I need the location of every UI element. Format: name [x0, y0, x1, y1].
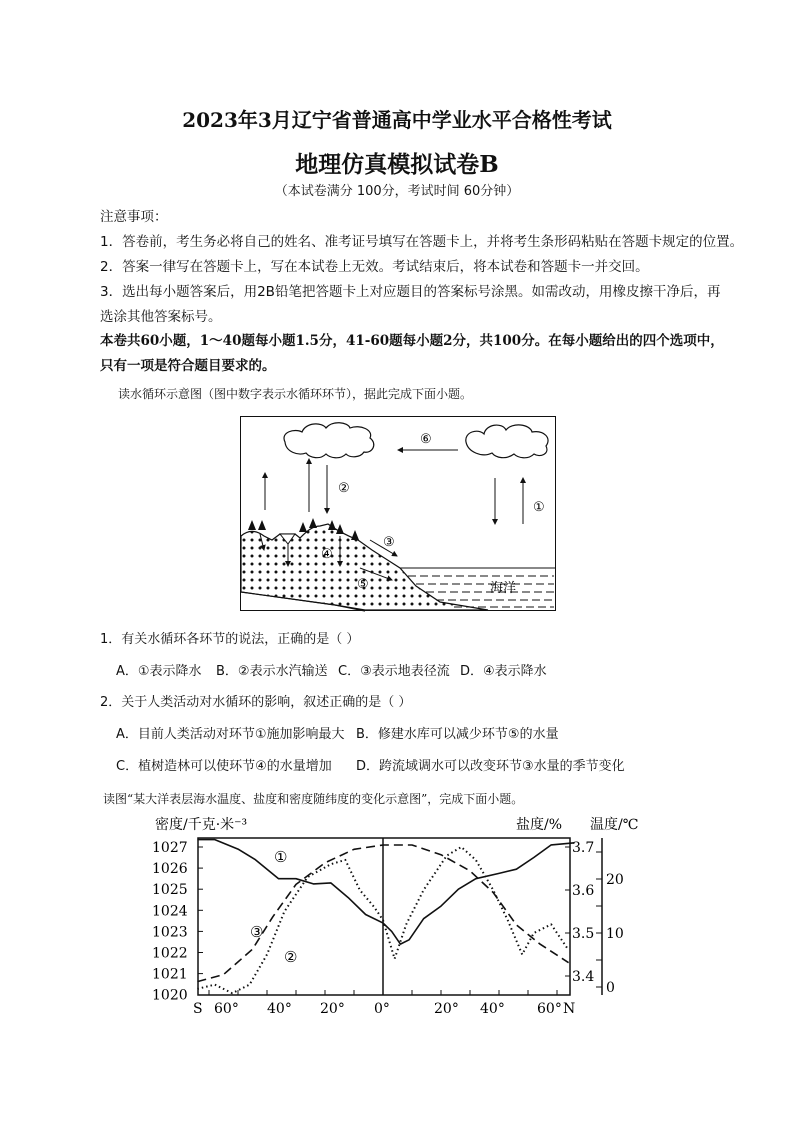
scoring-note: 只有一项是符合题目要求的。	[100, 358, 276, 374]
x-tick-label: 0°	[374, 1001, 390, 1017]
question-1-stem: 1．有关水循环各环节的说法，正确的是（ ）	[100, 632, 360, 647]
question-2-stem: 2．关于人类活动对水循环的影响，叙述正确的是（ ）	[100, 695, 412, 710]
temperature-tick-label: 0	[606, 980, 615, 996]
exam-subtitle: 地理仿真模拟试卷B	[295, 151, 499, 178]
left-tick-label: 1023	[152, 924, 188, 941]
x-tick-label: 40°	[267, 1001, 292, 1017]
ocean-property-chart	[150, 810, 680, 1020]
temperature-tick-label: 20	[606, 872, 624, 888]
left-tick-label: 1024	[152, 903, 188, 920]
series-label-salinity: ②	[284, 948, 298, 966]
q2-option-a[interactable]: A．目前人类活动对环节①施加影响最大	[116, 727, 345, 742]
instructions-heading: 注意事项：	[100, 209, 168, 225]
x-tick-label: S	[193, 1001, 203, 1017]
temperature-tick-label: 10	[606, 926, 624, 942]
salinity-tick-label: 3.7	[572, 840, 595, 856]
x-tick-label: 60°	[214, 1001, 239, 1017]
x-tick-label: 40°	[480, 1001, 505, 1017]
section1-intro: 读水循环示意图（图中数字表示水循环环节），据此完成下面小题。	[118, 387, 473, 401]
series-label-temperature: ③	[250, 923, 264, 941]
salinity-tick-label: 3.6	[572, 883, 595, 899]
instruction-item: 选涂其他答案标号。	[100, 309, 222, 325]
label-3: ③	[383, 535, 395, 550]
water-cycle-diagram	[240, 416, 557, 612]
instruction-item: 1．答卷前，考生务必将自己的姓名、准考证号填写在答题卡上，并将考生条形码粘贴在答题卡规定的位置。	[100, 234, 744, 250]
series-label-density: ①	[274, 848, 288, 866]
q2-option-b[interactable]: B．修建水库可以减少环节⑤的水量	[356, 727, 559, 742]
exam-note: （本试卷满分 100分，考试时间 60分钟）	[274, 184, 520, 199]
x-tick-label: 60°	[537, 1001, 562, 1017]
plot-frame	[198, 838, 570, 995]
q1-option-b[interactable]: B．②表示水汽输送	[216, 664, 328, 679]
x-tick-label: N	[563, 1001, 576, 1017]
left-tick-label: 1020	[152, 987, 188, 1004]
salinity-tick-label: 3.4	[572, 969, 595, 985]
instruction-item: 2．答案一律写在答题卡上，写在本试卷上无效。考试结束后，将本试卷和答题卡一并交回。	[100, 259, 649, 275]
x-tick-label: 20°	[320, 1001, 345, 1017]
label-5: ⑤	[357, 577, 369, 592]
q1-option-c[interactable]: C．③表示地表径流	[338, 664, 450, 679]
left-tick-label: 1027	[152, 840, 188, 856]
q2-option-c[interactable]: C．植树造林可以使环节④的水量增加	[116, 759, 332, 774]
q2-option-d[interactable]: D．跨流域调水可以改变环节③水量的季节变化	[356, 759, 625, 774]
label-1: ①	[533, 500, 545, 515]
label-2: ②	[338, 481, 350, 496]
left-tick-label: 1021	[152, 966, 188, 983]
q1-option-a[interactable]: A．①表示降水	[116, 664, 202, 679]
ocean-label: 海洋	[490, 581, 517, 596]
left-axis-title: 密度/千克·米⁻³	[155, 817, 248, 833]
label-6: ⑥	[420, 432, 432, 447]
x-tick-label: 20°	[434, 1001, 459, 1017]
q1-option-d[interactable]: D．④表示降水	[460, 664, 547, 679]
scoring-note: 本卷共60小题，1～40题每小题1.5分，41-60题每小题2分，共100分。在每小题给出的四个选项中，	[100, 333, 724, 349]
left-tick-label: 1025	[152, 882, 188, 899]
instruction-item: 3．选出每小题答案后，用2B铅笔把答题卡上对应题目的答案标号涂黑。如需改动，用橡皮擦干净后，再	[100, 284, 721, 300]
section2-intro: 读图“某大洋表层海水温度、盐度和密度随纬度的变化示意图”，完成下面小题。	[103, 792, 524, 806]
label-4: ④	[321, 547, 333, 562]
temperature-axis-title: 温度/℃	[590, 817, 639, 833]
left-tick-label: 1022	[152, 945, 188, 962]
salinity-tick-label: 3.5	[572, 926, 595, 942]
salinity-axis-title: 盐度/%	[516, 817, 563, 833]
exam-title: 2023年3月辽宁省普通高中学业水平合格性考试	[182, 108, 612, 132]
left-tick-label: 1026	[152, 861, 188, 878]
